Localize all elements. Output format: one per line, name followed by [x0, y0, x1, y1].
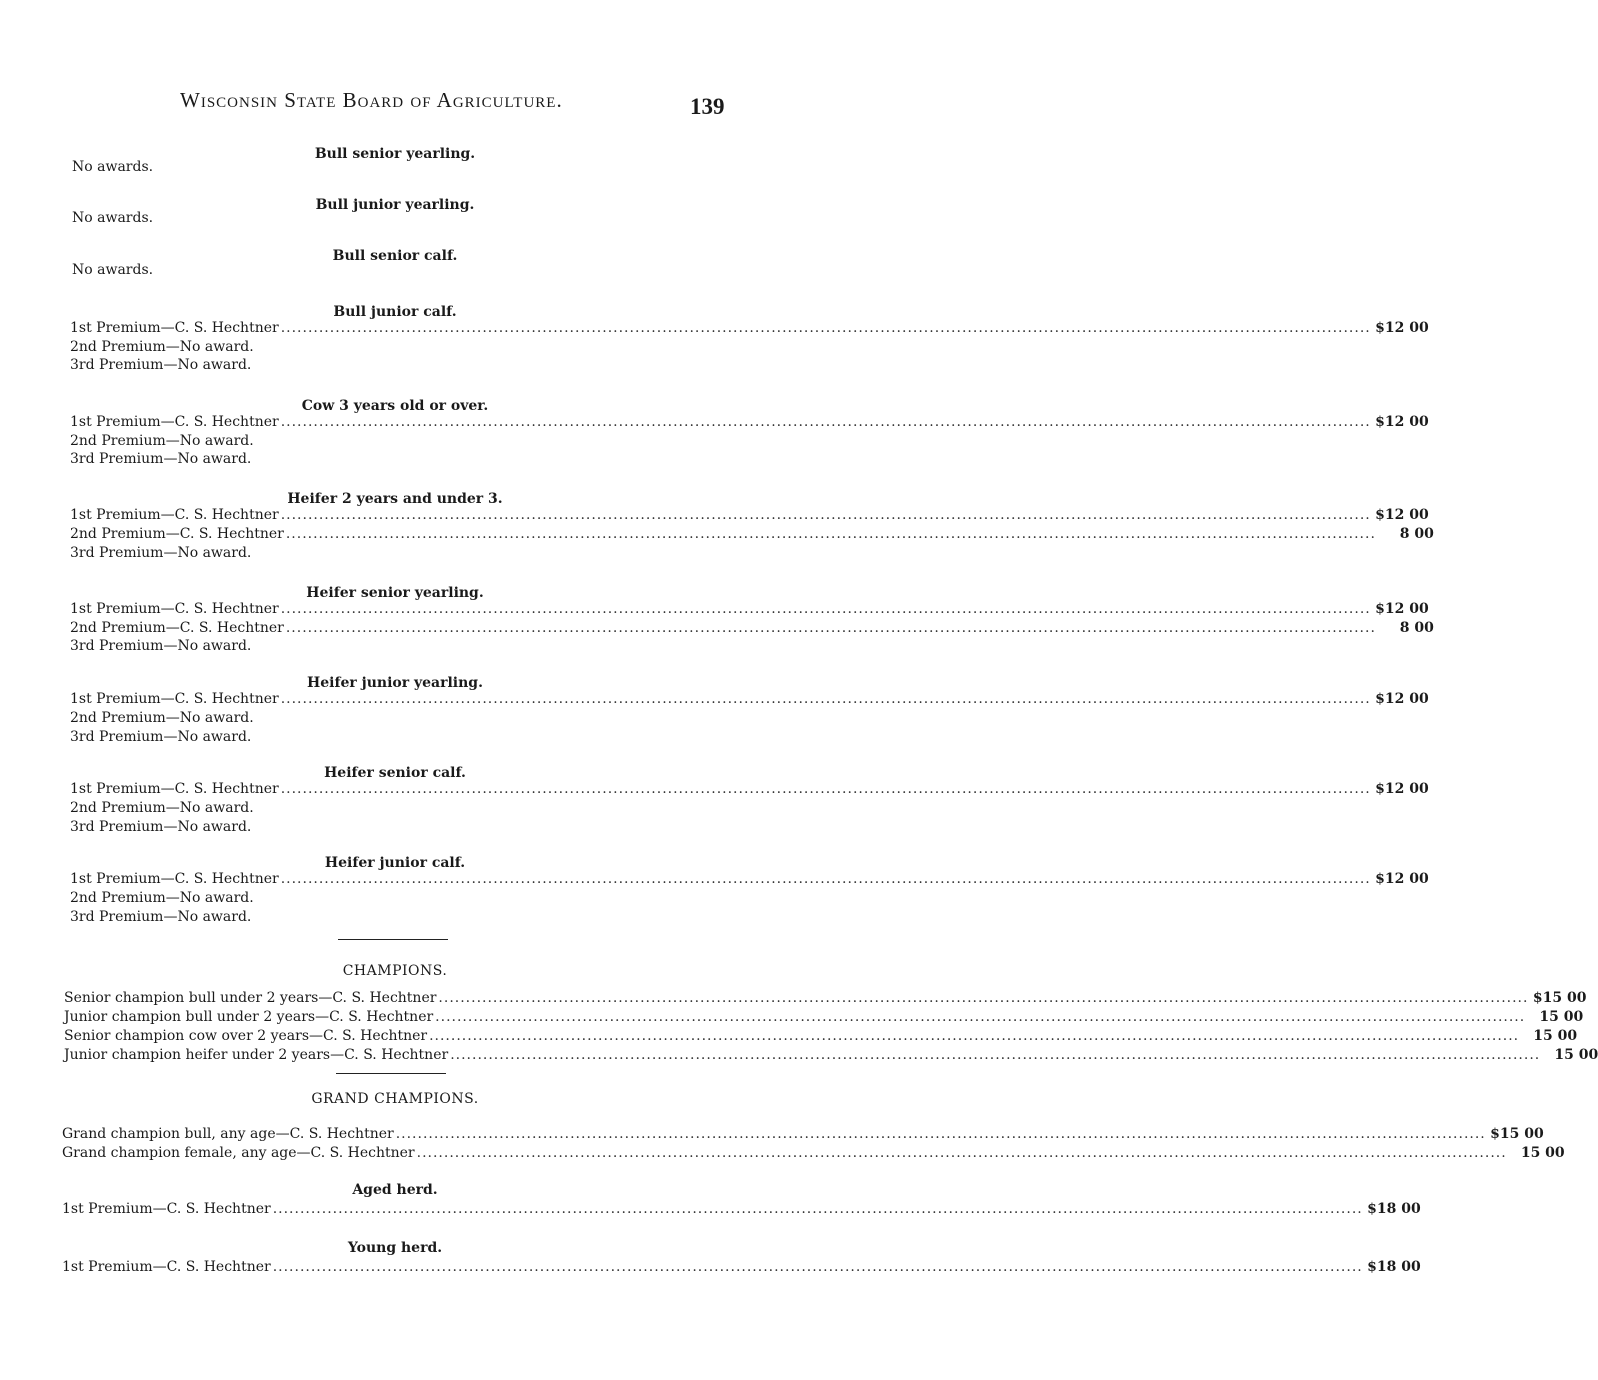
champion-row: [64, 1028, 1578, 1046]
leader-dots: ........................................................................................................................................................................................................: [272, 1201, 1363, 1217]
leader-dots: ........................................................................................................................................................................................................: [272, 1259, 1363, 1275]
award-row: [70, 638, 720, 656]
award-amount: $12 00: [1375, 601, 1429, 617]
leader-dots: ........................................................................................................................................................................................................: [280, 507, 1371, 523]
champion-label: Senior champion cow over 2 years—C. S. Hechtner: [64, 1028, 428, 1044]
award-row: [70, 620, 1434, 638]
award-label: 2nd Premium—C. S. Hechtner: [70, 526, 284, 542]
award-row: [70, 357, 720, 375]
award-row: [62, 1259, 1421, 1277]
award-label: 1st Premium—C. S. Hechtner: [70, 781, 279, 797]
grand-champions-title: GRAND CHAMPIONS.: [311, 1091, 479, 1107]
award-label: 2nd Premium—No award.: [70, 339, 254, 355]
section-title: Heifer senior calf.: [324, 765, 466, 781]
leader-dots: ........................................................................................................................................................................................................: [280, 601, 1371, 617]
award-amount: 8 00: [1399, 526, 1434, 542]
award-row: [70, 451, 720, 469]
section-title: Heifer junior yearling.: [307, 675, 483, 691]
award-label: 2nd Premium—No award.: [70, 800, 254, 816]
award-label: 1st Premium—C. S. Hechtner: [62, 1201, 271, 1217]
leader-dots: ........................................................................................................................................................................................................: [395, 1126, 1486, 1142]
champion-label: Senior champion bull under 2 years—C. S. Hechtner: [64, 990, 437, 1006]
award-row: [70, 890, 720, 908]
award-row: [70, 507, 1429, 525]
award-row: [62, 1201, 1421, 1219]
award-amount: 8 00: [1399, 620, 1434, 636]
award-amount: $12 00: [1375, 871, 1429, 887]
champion-amount: 15 00: [1554, 1047, 1598, 1063]
section-title: Heifer 2 years and under 3.: [287, 491, 503, 507]
award-label: 3rd Premium—No award.: [70, 545, 252, 561]
section-title: Cow 3 years old or over.: [301, 398, 489, 414]
champion-row: [64, 1047, 1598, 1065]
award-row: [70, 545, 720, 563]
award-row: [70, 729, 720, 747]
award-row: [70, 414, 1429, 432]
award-amount: $12 00: [1375, 320, 1429, 336]
award-row: [70, 691, 1429, 709]
award-label: 1st Premium—C. S. Hechtner: [70, 691, 279, 707]
award-row: [70, 819, 720, 837]
champion-row: [64, 1009, 1584, 1027]
grand-champion-amount: $15 00: [1490, 1126, 1544, 1142]
leader-dots: ........................................................................................................................................................................................................: [285, 620, 1376, 636]
award-row: [70, 909, 720, 927]
award-row: [70, 800, 720, 818]
leader-dots: ........................................................................................................................................................................................................: [280, 320, 1371, 336]
section-title: Bull junior yearling.: [315, 197, 475, 213]
running-head: Wisconsin State Board of Agriculture.: [180, 88, 563, 112]
grand-champion-row: [62, 1126, 1544, 1144]
award-amount: $12 00: [1375, 414, 1429, 430]
no-awards-text: No awards.: [72, 262, 154, 278]
award-row: [70, 320, 1429, 338]
award-label: 1st Premium—C. S. Hechtner: [70, 320, 279, 336]
leader-dots: ........................................................................................................................................................................................................: [280, 871, 1371, 887]
section-title: Bull senior yearling.: [314, 146, 476, 162]
section-title: Young herd.: [347, 1240, 443, 1256]
award-label: 3rd Premium—No award.: [70, 451, 252, 467]
leader-dots: ........................................................................................................................................................................................................: [285, 526, 1376, 542]
award-row: [70, 781, 1429, 799]
leader-dots: ........................................................................................................................................................................................................: [416, 1145, 1507, 1161]
award-amount: $12 00: [1375, 507, 1429, 523]
award-label: 1st Premium—C. S. Hechtner: [70, 507, 279, 523]
leader-dots: ........................................................................................................................................................................................................: [435, 1009, 1526, 1025]
award-row: [70, 710, 720, 728]
award-amount: $12 00: [1375, 781, 1429, 797]
leader-dots: ........................................................................................................................................................................................................: [450, 1047, 1541, 1063]
grand-champion-amount: 15 00: [1520, 1145, 1565, 1161]
award-amount: $12 00: [1375, 691, 1429, 707]
section-title: Bull senior calf.: [332, 248, 458, 264]
award-amount: $18 00: [1367, 1201, 1421, 1217]
grand-champion-row: [62, 1145, 1565, 1163]
section-divider: [336, 1073, 446, 1074]
award-amount: $18 00: [1367, 1259, 1421, 1275]
champion-amount: 15 00: [1533, 1028, 1578, 1044]
award-row: [70, 526, 1434, 544]
section-divider: [338, 939, 448, 940]
award-label: 1st Premium—C. S. Hechtner: [62, 1259, 271, 1275]
leader-dots: ........................................................................................................................................................................................................: [280, 414, 1371, 430]
no-awards-text: No awards.: [72, 210, 154, 226]
section-title: Heifer senior yearling.: [306, 585, 484, 601]
champion-row: [64, 990, 1587, 1008]
award-label: 1st Premium—C. S. Hechtner: [70, 414, 279, 430]
award-row: [70, 871, 1429, 889]
champion-label: Junior champion heifer under 2 years—C. S. Hechtner: [64, 1047, 449, 1063]
leader-dots: ........................................................................................................................................................................................................: [438, 990, 1529, 1006]
champion-amount: $15 00: [1532, 990, 1587, 1006]
award-row: [70, 339, 720, 357]
leader-dots: ........................................................................................................................................................................................................: [429, 1028, 1520, 1044]
award-label: 1st Premium—C. S. Hechtner: [70, 871, 279, 887]
grand-champion-label: Grand champion bull, any age—C. S. Hechtner: [62, 1126, 394, 1142]
champions-title: CHAMPIONS.: [342, 963, 448, 979]
section-title: Aged herd.: [352, 1182, 438, 1198]
award-row: [70, 601, 1429, 619]
section-title: Heifer junior calf.: [324, 855, 466, 871]
award-label: 1st Premium—C. S. Hechtner: [70, 601, 279, 617]
leader-dots: ........................................................................................................................................................................................................: [280, 781, 1371, 797]
award-label: 3rd Premium—No award.: [70, 909, 252, 925]
award-label: 3rd Premium—No award.: [70, 638, 252, 654]
award-label: 2nd Premium—No award.: [70, 890, 254, 906]
award-label: 3rd Premium—No award.: [70, 729, 252, 745]
award-label: 2nd Premium—C. S. Hechtner: [70, 620, 284, 636]
leader-dots: ........................................................................................................................................................................................................: [280, 691, 1371, 707]
award-label: 3rd Premium—No award.: [70, 357, 252, 373]
no-awards-text: No awards.: [72, 159, 154, 175]
page-number: 139: [690, 94, 725, 119]
champion-label: Junior champion bull under 2 years—C. S. Hechtner: [64, 1009, 434, 1025]
award-row: [70, 433, 720, 451]
grand-champion-label: Grand champion female, any age—C. S. Hechtner: [62, 1145, 415, 1161]
award-label: 3rd Premium—No award.: [70, 819, 252, 835]
section-title: Bull junior calf.: [333, 304, 457, 320]
award-label: 2nd Premium—No award.: [70, 710, 254, 726]
award-label: 2nd Premium—No award.: [70, 433, 254, 449]
champion-amount: 15 00: [1539, 1009, 1584, 1025]
